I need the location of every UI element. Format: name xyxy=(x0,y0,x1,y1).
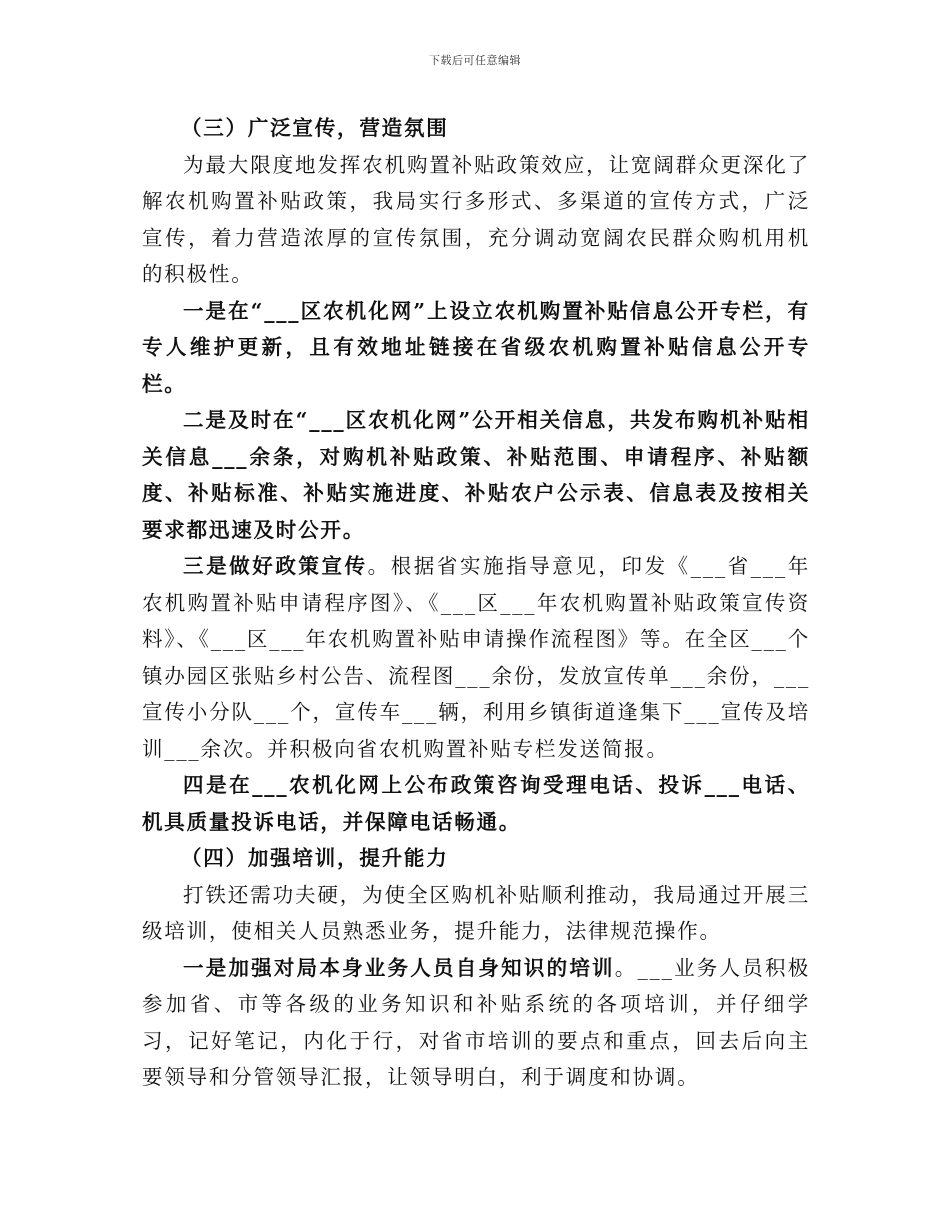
section3-item2: 二是及时在“___区农机化网”公开相关信息，共发布购机补贴相关信息___余条，对购机补贴政策、补贴范围、申请程序、补贴额度、补贴标准、补贴实施进度、补贴农户公示表、信息表及按相关要求都迅速及时公开。 xyxy=(142,408,810,542)
section4-item1-body: 。___业务人员积极参加省、市等各级的业务知识和补贴系统的各项培训，并仔细学习，记好笔记，内化于行，对省市培训的要点和重点，回去后向主要领导和分管领导汇报，让领导明白，利于调度和协调。 xyxy=(142,955,811,1089)
section3-item3-lead: 三是做好政策宣传 xyxy=(183,554,368,578)
document-body xyxy=(142,110,810,1096)
section4-item1-lead: 一是加强对局本身业务人员自身知识的培训 xyxy=(183,955,615,980)
section4-item1 xyxy=(142,950,810,1096)
section3-item4: 四是在___农机化网上公布政策咨询受理电话、投诉___电话、机具质量投诉电话，并保障电话畅通。 xyxy=(142,773,810,834)
section3-item3 xyxy=(142,548,810,767)
page-header-note: 下载后可任意编辑 xyxy=(429,54,521,67)
section3-item1: 一是在“___区农机化网”上设立农机购置补贴信息公开专栏，有专人维护更新，且有效地址链接在省级农机购置补贴信息公开专栏。 xyxy=(142,298,810,396)
section3-intro: 为最大限度地发挥农机购置补贴政策效应，让宽阔群众更深化了解农机购置补贴政策，我局实行多形式、多渠道的宣传方式，广泛宣传，着力营造浓厚的宣传氛围，充分调动宽阔农民群众购机用机的积极性。 xyxy=(142,152,810,286)
section3-item3-body: 。根据省实施指导意见，印发《___省___年农机购置补贴申请程序图》、《___区___年农机购置补贴政策宣传资料》、《___区___年农机购置补贴申请操作流程图》等。在全区___个镇办园区张贴乡村公告、流程图___余份，发放宣传单___余份，___宣传小分队___个，宣传车___辆，利用乡镇街道逢集下___宣传及培训___余次。并积极向省农机购置补贴专栏发送简报。 xyxy=(142,554,810,761)
section4-title: （四）加强培训，提升能力 xyxy=(180,846,449,870)
section3-title: （三）广泛宣传，营造氛围 xyxy=(180,116,449,140)
section4-intro: 打铁还需功夫硬，为使全区购机补贴顺利推动，我局通过开展三级培训，使相关人员熟悉业务，提升能力，法律规范操作。 xyxy=(142,882,810,943)
